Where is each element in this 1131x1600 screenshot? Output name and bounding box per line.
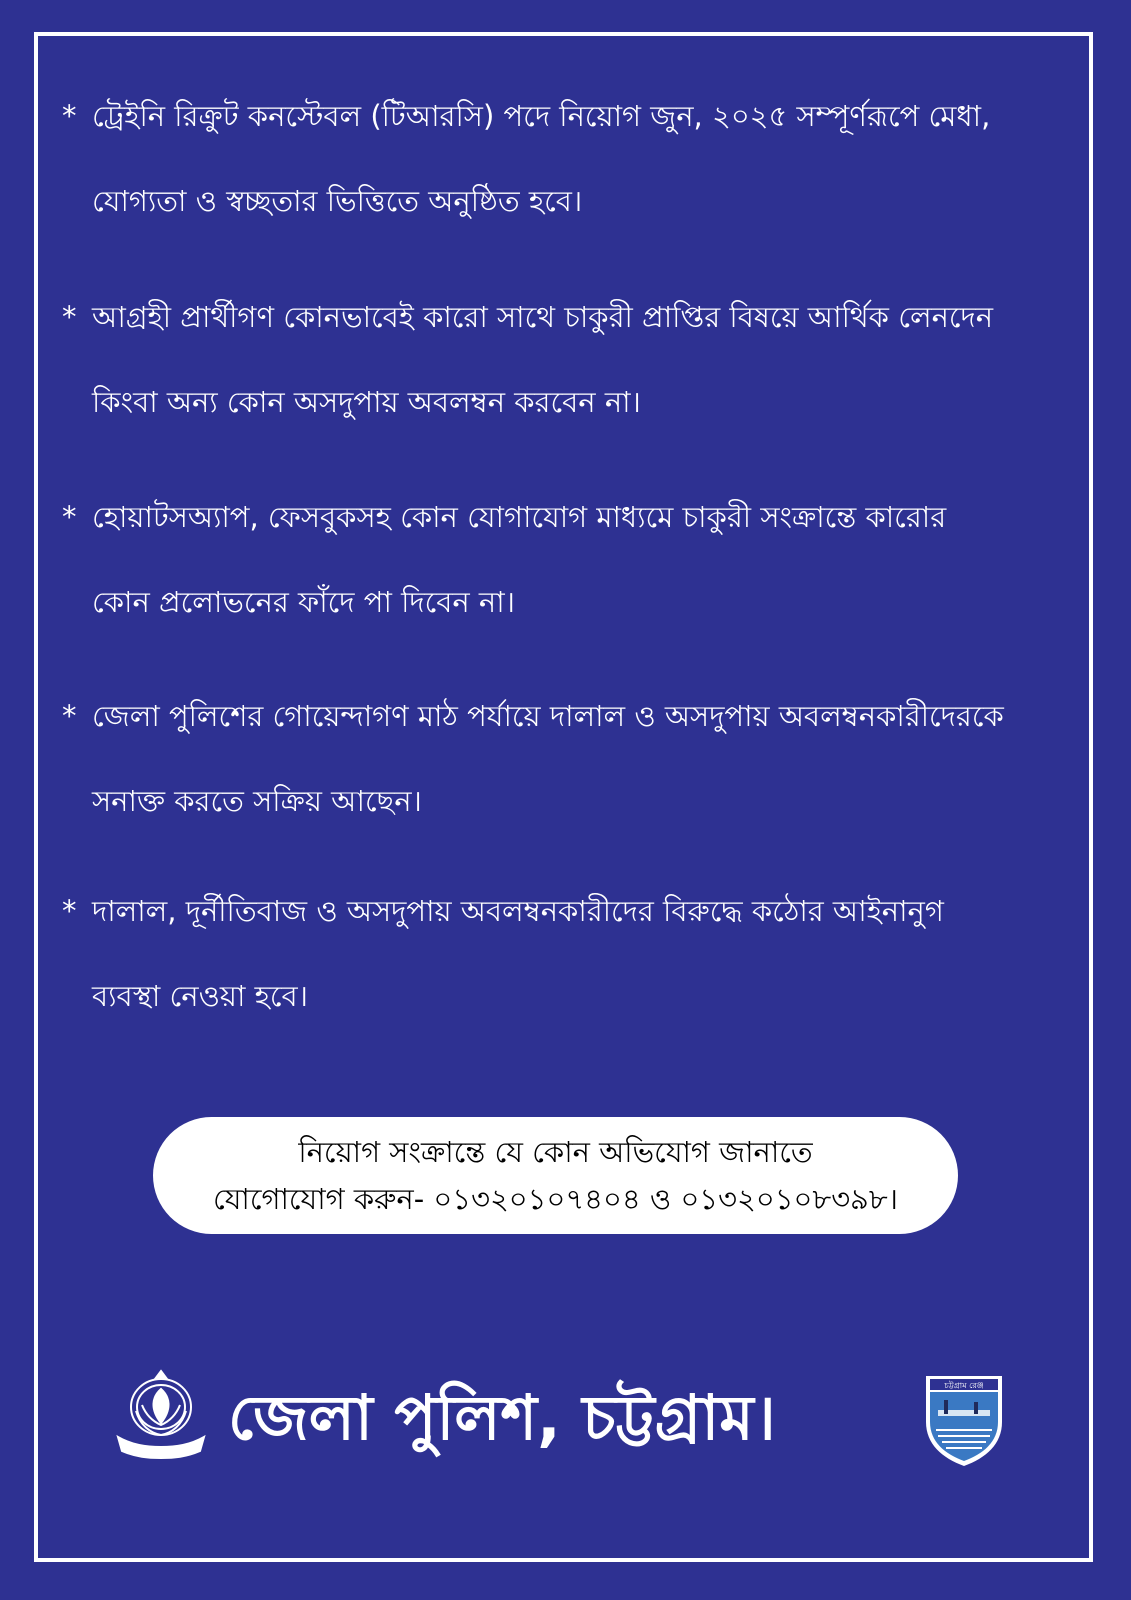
notice-item-5 <box>62 891 1072 1016</box>
bullet-asterisk: * <box>62 99 77 133</box>
notice-4-line-1: জেলা পুলিশের গোয়েন্দাগণ মাঠ পর্যায়ে দালাল ও অসদুপায় অবলম্বনকারীদেরকে <box>92 699 1004 733</box>
notice-2-line-2: কিংবা অন্য কোন অসদুপায় অবলম্বন করবেন না। <box>92 385 641 419</box>
notice-item-2 <box>62 297 1072 422</box>
notice-5-line-2: ব্যবস্থা নেওয়া হবে। <box>92 979 309 1013</box>
district-police-brand-title: জেলা পুলিশ, চট্টগ্রাম। <box>228 1381 776 1454</box>
complaint-contact-box <box>153 1117 958 1234</box>
notice-item-1 <box>62 96 1072 221</box>
chattogram-range-badge-icon <box>920 1370 1008 1468</box>
police-emblem-icon <box>112 1365 210 1460</box>
notice-4-line-2: সনাক্ত করতে সক্রিয় আছেন। <box>92 784 422 818</box>
notice-5-line-1: দালাল, দূর্নীতিবাজ ও অসদুপায় অবলম্বনকারীদের বিরুদ্ধে কঠোর আইনানুগ <box>92 894 944 928</box>
bullet-asterisk: * <box>62 300 77 334</box>
notice-1-line-1: ট্রেইনি রিক্রুট কনস্টেবল (টিআরসি) পদে নিয়োগ জুন, ২০২৫ সম্পূর্ণরূপে মেধা, <box>92 99 991 133</box>
notice-2-line-1: আগ্রহী প্রার্থীগণ কোনভাবেই কারো সাথে চাকুরী প্রাপ্তির বিষয়ে আর্থিক লেনদেন <box>92 300 994 334</box>
contact-line-1: নিয়োগ সংক্রান্তে যে কোন অভিযোগ জানাতে <box>298 1134 813 1169</box>
notice-item-3 <box>62 497 1072 622</box>
bullet-asterisk: * <box>62 699 77 733</box>
notice-3-line-1: হোয়াটসঅ্যাপ, ফেসবুকসহ কোন যোগাযোগ মাধ্যমে চাকুরী সংক্রান্তে কারোর <box>92 500 947 534</box>
notice-3-line-2: কোন প্রলোভনের ফাঁদে পা দিবেন না। <box>92 585 516 619</box>
notice-1-line-2: যোগ্যতা ও স্বচ্ছতার ভিত্তিতে অনুষ্ঠিত হবে। <box>92 184 583 218</box>
bullet-asterisk: * <box>62 500 77 534</box>
notice-item-4 <box>62 696 1072 821</box>
badge-caption: চট্টগ্রাম রেঞ্জ <box>944 1381 984 1390</box>
contact-line-2: যোগোযোগ করুন- ০১৩২০১০৭৪০৪ ও ০১৩২০১০৮৩৯৮। <box>212 1181 899 1216</box>
bullet-asterisk: * <box>62 894 77 928</box>
